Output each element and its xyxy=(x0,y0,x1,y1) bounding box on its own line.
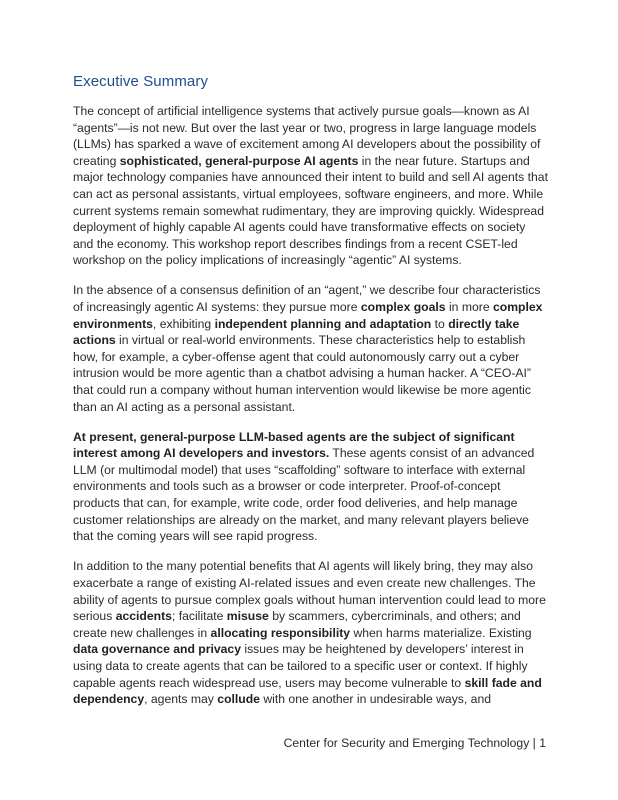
text-run: in virtual or real-world environments. These characteristics help to establish how, for example, a cyber-offense agent that could autonomously carry out a cyber intrusion would be more agentic than a chatbot advising a human hacker. A “CEO-AI” that could run a company without human intervention would likewise be more agentic than an AI acting as a personal assistant. xyxy=(73,333,531,414)
text-run: , agents may xyxy=(144,692,218,707)
text-run: in more xyxy=(445,300,493,315)
text-run: ; facilitate xyxy=(171,609,227,624)
emphasis-text: directly take actions xyxy=(73,316,520,348)
page-footer: Center for Security and Emerging Technology | 1 xyxy=(283,736,546,750)
emphasis-text: data governance and privacy xyxy=(73,642,241,657)
text-run: by scammers, cybercriminals, and others; and create new challenges in xyxy=(73,609,521,640)
emphasis-text: accidents xyxy=(115,609,172,624)
emphasis-text: At present, general-purpose LLM-based agents are the subject of significant interest among AI developers and investors. xyxy=(73,429,515,461)
text-run: in the near future. Startups and major technology companies have announced their intent to build and sell AI agents that can act as personal assistants, virtual employees, software engineers, and more. While current systems remain somewhat rudimentary, they are improving quickly. Widespread deployment of highly capable AI agents could have transformative effects on society and the economy. This workshop report describes findings from a recent CSET-led workshop on the policy implications of increasingly “agentic” AI systems. xyxy=(73,153,548,268)
body-text xyxy=(73,103,549,721)
text-run: , exhibiting xyxy=(152,316,215,331)
section-heading: Executive Summary xyxy=(73,73,209,90)
text-run: In addition to the many potential benefits that AI agents will likely bring, they may also exacerbate a range of existing AI-related issues and even create new challenges. The ability of agents to pursue complex goals without human intervention could lead to more serious xyxy=(73,559,546,624)
emphasis-text: sophisticated, general-purpose AI agents xyxy=(119,153,359,168)
paragraph xyxy=(73,558,549,707)
paragraph xyxy=(73,429,549,545)
text-run: The concept of artificial intelligence systems that actively pursue goals—known as AI “agents”—is not new. But over the last year or two, progress in large language models (LLMs) has sparked a wave of excitement among AI developers about the possibility of creating xyxy=(73,104,541,168)
emphasis-text: collude xyxy=(217,692,260,707)
paragraph xyxy=(73,282,549,415)
emphasis-text: complex environments xyxy=(73,300,543,331)
text-run: In the absence of a consensus definition of an “agent,” we describe four characteristics of increasingly agentic AI systems: they pursue more xyxy=(73,283,541,315)
paragraph xyxy=(73,103,549,269)
text-run: issues may be heightened by developers’ interest in using data to create agents that can be tailored to a specific user or context. If highly capable agents reach widespread use, users may become vulnerable to xyxy=(73,642,528,690)
emphasis-text: complex goals xyxy=(360,300,446,315)
text-run: to xyxy=(431,316,449,331)
emphasis-text: skill fade and dependency xyxy=(73,675,542,707)
text-run: with one another in undesirable ways, and xyxy=(259,692,492,707)
emphasis-text: misuse xyxy=(226,609,269,624)
text-run: These agents consist of an advanced LLM (or multimodal model) that uses “scaffolding” software to interface with external environments and tools such as a browser or code interpreter. Proof-of-concept products that can, for example, write code, order food deliveries, and help manage customer relationships are already on the market, and many relevant players believe that the coming years will see rapid progress. xyxy=(73,446,535,544)
emphasis-text: independent planning and adaptation xyxy=(214,316,432,331)
emphasis-text: allocating responsibility xyxy=(210,625,351,640)
text-run: when harms materialize. Existing xyxy=(350,625,532,640)
